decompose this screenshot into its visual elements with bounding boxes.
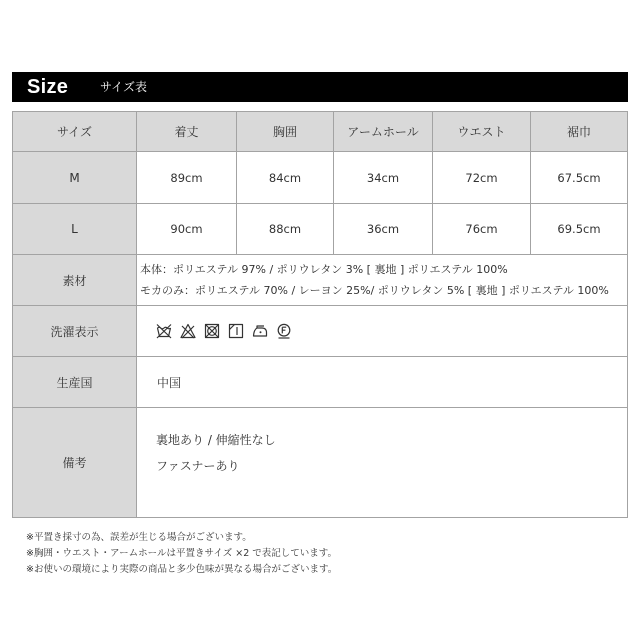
size-m-waist: 72cm [433, 152, 531, 204]
title-bar [12, 72, 628, 102]
size-m-length: 89cm [137, 152, 237, 204]
no-tumble-dry-icon [204, 323, 220, 339]
origin-value: 中国 [137, 357, 628, 408]
no-bleach-icon [180, 323, 196, 339]
size-m-chest: 84cm [237, 152, 334, 204]
no-wash-icon [156, 323, 172, 339]
size-m-armhole: 34cm [334, 152, 433, 204]
size-l-length: 90cm [137, 204, 237, 255]
iron-low-icon [252, 323, 268, 339]
dry-clean-f-icon [276, 323, 292, 339]
column-header-length: 着丈 [137, 112, 237, 152]
column-header-armhole: アームホール [334, 112, 433, 152]
page-title: Size [27, 76, 69, 98]
size-l-waist: 76cm [433, 204, 531, 255]
material-value [137, 255, 628, 306]
remarks-label: 備考 [13, 408, 137, 518]
care-symbols [137, 306, 628, 357]
remarks-line-lining: 裏地あり / 伸縮性なし [156, 433, 276, 447]
footnote: ※お使いの環境により実際の商品と多少色味が異なる場合がございます。 [26, 564, 338, 575]
size-label-l: L [13, 204, 137, 255]
care-label: 洗濯表示 [13, 306, 137, 357]
footnote: ※平置き採寸の為、誤差が生じる場合がございます。 [26, 532, 252, 543]
material-label: 素材 [13, 255, 137, 306]
size-m-hem-width: 67.5cm [531, 152, 628, 204]
column-header-hem-width: 裾巾 [531, 112, 628, 152]
footnotes [26, 530, 337, 578]
size-l-chest: 88cm [237, 204, 334, 255]
remarks-value [137, 408, 628, 518]
column-header-waist: ウエスト [433, 112, 531, 152]
shade-line-dry-icon [228, 323, 244, 339]
page-subtitle: サイズ表 [100, 80, 148, 94]
size-label-m: M [13, 152, 137, 204]
origin-label: 生産国 [13, 357, 137, 408]
material-line-body: 本体：ポリエステル 97% / ポリウレタン 3% [ 裏地 ] ポリエステル 100% [140, 263, 508, 276]
material-line-mocha: モカのみ：ポリエステル 70% / レーヨン 25%/ ポリウレタン 5% [ 裏地 ] ポリエステル 100% [140, 284, 609, 297]
remarks-line-zipper: ファスナーあり [156, 459, 240, 473]
footnote: ※胸囲・ウエスト・アームホールは平置きサイズ ×2 で表記しています。 [26, 548, 338, 559]
size-l-hem-width: 69.5cm [531, 204, 628, 255]
column-header-chest: 胸囲 [237, 112, 334, 152]
size-l-armhole: 36cm [334, 204, 433, 255]
column-header-size: サイズ [13, 112, 137, 152]
size-table [12, 111, 628, 518]
